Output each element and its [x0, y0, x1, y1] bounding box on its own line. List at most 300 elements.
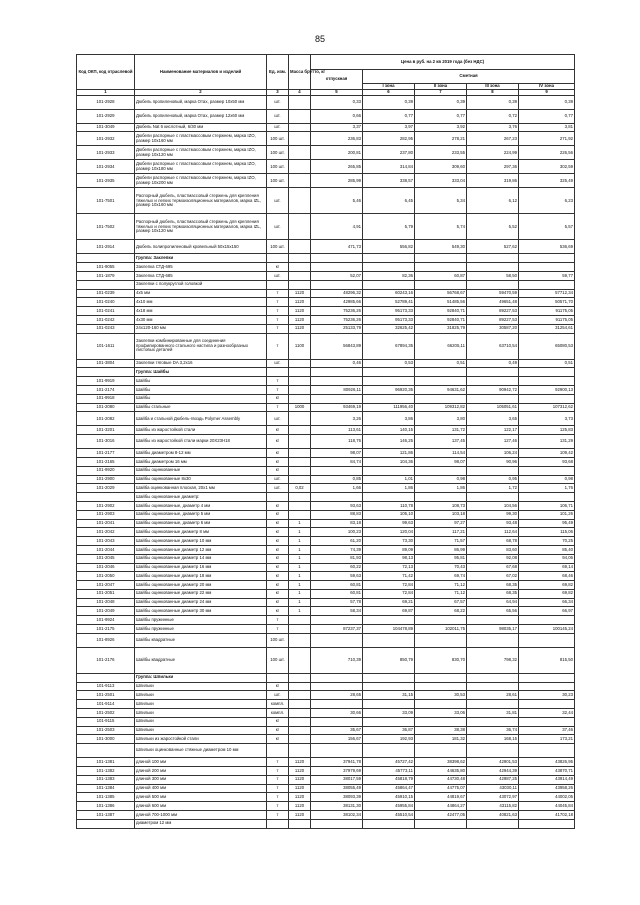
code-cell: 101-1879 — [77, 271, 135, 280]
zone-price-cell: 90,96 — [467, 457, 519, 466]
zone-price-cell — [467, 368, 519, 377]
zone-price-cell: 82,36 — [363, 271, 415, 280]
name-cell: Группа: Шайбы — [135, 368, 267, 377]
mass-cell — [289, 700, 311, 709]
unit-cell: т — [267, 324, 289, 333]
name-cell: Дюбели распорные с пластмассовым стержнем, марка IZO, размер 10х180 мм — [135, 160, 267, 174]
code-cell: 101-2043 — [77, 537, 135, 546]
name-cell: Шайбы диаметром 8-12 мм — [135, 449, 267, 458]
unit-cell: кг — [267, 435, 289, 449]
code-cell: 101-1384 — [77, 784, 135, 793]
col-number: 9 — [519, 90, 575, 96]
unit-cell: кг — [267, 457, 289, 466]
header-unit: Ед. изм. — [267, 55, 289, 90]
zone-price-cell: 44775,07 — [415, 784, 467, 793]
release-price-cell: 35,67 — [311, 726, 363, 735]
zone-price-cell — [415, 280, 467, 289]
name-cell: Шайбы диаметром 16 мм — [135, 457, 267, 466]
zone-price-cell: 122,17 — [467, 426, 519, 435]
code-cell: 101-9055 — [77, 263, 135, 272]
release-price-cell: 84,74 — [311, 457, 363, 466]
zone-price-cell: 60243,16 — [363, 289, 415, 298]
zone-price-cell: 1,01 — [363, 475, 415, 484]
header-zone-3: III зона — [467, 84, 519, 90]
zone-price-cell: 104478,89 — [363, 625, 415, 634]
zone-price-cell: 42477,05 — [415, 811, 467, 820]
zone-price-cell: 56768,67 — [415, 289, 467, 298]
release-price-cell: 1,66 — [311, 484, 363, 493]
release-price-cell: 58,34 — [311, 607, 363, 616]
unit-cell: т — [267, 333, 289, 359]
zone-price-cell: 44819,67 — [415, 793, 467, 802]
zone-price-cell: 92,08 — [467, 554, 519, 563]
zone-price-cell: 98035,17 — [467, 625, 519, 634]
mass-cell — [289, 819, 311, 828]
code-cell: 101-2082 — [77, 412, 135, 426]
zone-price-cell: 51485,56 — [415, 298, 467, 307]
release-price-cell: 52,07 — [311, 271, 363, 280]
zone-price-cell — [519, 633, 575, 647]
code-cell: 101-3049 — [77, 123, 135, 132]
table-row — [77, 572, 575, 581]
table-row — [77, 519, 575, 528]
zone-price-cell: 96920,35 — [363, 385, 415, 394]
zone-price-cell — [519, 819, 575, 828]
header-zone-4: IV зона — [519, 84, 575, 90]
mass-cell: 1 — [289, 607, 311, 616]
release-price-cell: 42985,66 — [311, 298, 363, 307]
mass-cell — [289, 682, 311, 691]
zone-price-cell: 36,74 — [467, 726, 519, 735]
table-row — [77, 449, 575, 458]
zone-price-cell: 43030,11 — [467, 784, 519, 793]
table-row — [77, 315, 575, 324]
zone-price-cell — [519, 700, 575, 709]
zone-price-cell: 43115,82 — [467, 802, 519, 811]
release-price-cell: 60,81 — [311, 581, 363, 590]
name-cell: Шайбы стальные — [135, 403, 267, 412]
name-cell: Шайбы квадратные — [135, 633, 267, 647]
zone-price-cell: 44045,84 — [519, 802, 575, 811]
mass-cell: 1 — [289, 545, 311, 554]
zone-price-cell: 117,21 — [415, 528, 467, 537]
zone-price-cell: 95,49 — [519, 519, 575, 528]
name-cell: Дюбели распорные с пластмассовым стержнем, марка IZO, размер 10х200 мм — [135, 174, 267, 188]
zone-price-cell: 45955,84 — [363, 802, 415, 811]
zone-price-cell: 91175,05 — [519, 315, 575, 324]
zone-price-cell: 237,80 — [363, 146, 415, 160]
name-cell: Шайбы оцинкованные диаметр 14 мм — [135, 554, 267, 563]
zone-price-cell: 0,53 — [363, 359, 415, 368]
unit-cell: т — [267, 775, 289, 784]
zone-price-cell: 0,77 — [519, 109, 575, 123]
unit-cell: 100 шт. — [267, 633, 289, 647]
zone-price-cell: 69,74 — [415, 572, 467, 581]
zone-price-cell: 28,61 — [467, 691, 519, 700]
mass-cell — [289, 449, 311, 458]
zone-price-cell: 93,68 — [519, 457, 575, 466]
zone-price-cell — [467, 493, 519, 502]
zone-price-cell: 5,57 — [519, 214, 575, 240]
release-price-cell: 37979,69 — [311, 767, 363, 776]
release-price-cell — [311, 394, 363, 403]
unit-cell: кг — [267, 510, 289, 519]
unit-cell: кг — [267, 563, 289, 572]
zone-price-cell: 0,39 — [467, 95, 519, 109]
name-cell: длиной 400 мм — [135, 784, 267, 793]
zone-price-cell — [467, 744, 519, 758]
zone-price-cell: 93,48 — [467, 519, 519, 528]
col-number: 6 — [363, 90, 415, 96]
unit-cell: кг — [267, 528, 289, 537]
name-cell: Шайбы оцинкованные — [135, 466, 267, 475]
code-cell — [77, 280, 135, 289]
zone-price-cell: 0,39 — [363, 95, 415, 109]
mass-cell — [289, 240, 311, 254]
table-row — [77, 537, 575, 546]
release-price-cell: 59,63 — [311, 572, 363, 581]
zone-price-cell — [415, 700, 467, 709]
table-row — [77, 775, 575, 784]
name-cell: Шайбы из жаростойкой стали марки 20Х23Н18 — [135, 435, 267, 449]
zone-price-cell: 309,60 — [415, 160, 467, 174]
zone-price-cell: 67894,35 — [363, 333, 415, 359]
unit-cell: шт. — [267, 484, 289, 493]
release-price-cell: 57,78 — [311, 598, 363, 607]
code-cell — [77, 673, 135, 682]
unit-cell: т — [267, 802, 289, 811]
name-cell: Шайбы из жаростойкой стали — [135, 426, 267, 435]
unit-cell: кг — [267, 598, 289, 607]
zone-price-cell — [467, 466, 519, 475]
mass-cell — [289, 174, 311, 188]
unit-cell: т — [267, 385, 289, 394]
zone-price-cell — [519, 377, 575, 386]
zone-price-cell: 71,57 — [415, 537, 467, 546]
zone-price-cell: 44635,80 — [415, 767, 467, 776]
table-row — [77, 263, 575, 272]
zone-price-cell: 94,06 — [519, 554, 575, 563]
zone-price-cell — [519, 616, 575, 625]
code-cell: 101-9920 — [77, 466, 135, 475]
mass-cell — [289, 359, 311, 368]
release-price-cell: 56843,89 — [311, 333, 363, 359]
zone-price-cell: 3,65 — [467, 412, 519, 426]
zone-price-cell: 127,46 — [467, 435, 519, 449]
name-cell: Распорный дюбель, пластмассовый стержень для крепления тяжелых и легких термоизоляционных материалов, марка IZL, размер 10х160 мм — [135, 188, 267, 214]
zone-price-cell: 109,42 — [519, 449, 575, 458]
unit-cell: 100 шт. — [267, 160, 289, 174]
unit-cell: т — [267, 307, 289, 316]
zone-price-cell: 115,06 — [519, 528, 575, 537]
zone-price-cell — [363, 717, 415, 726]
code-cell: 101-2046 — [77, 563, 135, 572]
zone-price-cell: 72,84 — [363, 589, 415, 598]
header-zone-2: II зона — [415, 84, 467, 90]
table-row — [77, 435, 575, 449]
zone-price-cell: 99,63 — [363, 519, 415, 528]
unit-cell: т — [267, 289, 289, 298]
table-row — [77, 160, 575, 174]
table-row — [77, 744, 575, 758]
unit-cell: 100 шт. — [267, 647, 289, 673]
zone-price-cell: 3,76 — [467, 123, 519, 132]
release-price-cell: 0,46 — [311, 359, 363, 368]
zone-price-cell: 31825,79 — [415, 324, 467, 333]
code-cell: 101-2048 — [77, 598, 135, 607]
table-row — [77, 271, 575, 280]
release-price-cell: 113,61 — [311, 426, 363, 435]
zone-price-cell: 3,97 — [363, 123, 415, 132]
mass-cell — [289, 377, 311, 386]
name-cell: Шайбы оцинкованные, диаметр 4 мм — [135, 501, 267, 510]
zone-price-cell: 109312,82 — [415, 403, 467, 412]
zone-price-cell: 1,86 — [363, 484, 415, 493]
zone-price-cell: 5,74 — [415, 214, 467, 240]
mass-cell — [289, 625, 311, 634]
unit-cell — [267, 280, 289, 289]
name-cell: Заклепки комбинированные для соединения профилированного стального настила и разнообразных листовых деталей — [135, 333, 267, 359]
name-cell: Дюбели распорные с пластмассовым стержнем, марка IZO, размер 10х120 мм — [135, 146, 267, 160]
code-cell: 101-2080 — [77, 403, 135, 412]
zone-price-cell — [363, 394, 415, 403]
release-price-cell: 80926,11 — [311, 385, 363, 394]
unit-cell: шт. — [267, 475, 289, 484]
zone-price-cell: 5,52 — [467, 214, 519, 240]
name-cell: Заклепки с полукруглой головкой — [135, 280, 267, 289]
code-cell: 101-2932 — [77, 132, 135, 146]
zone-price-cell: 65080,53 — [519, 333, 575, 359]
zone-price-cell — [363, 377, 415, 386]
mass-cell — [289, 435, 311, 449]
unit-cell: кг — [267, 682, 289, 691]
mass-cell: 1120 — [289, 767, 311, 776]
unit-cell: кг — [267, 581, 289, 590]
zone-price-cell: 30,23 — [519, 691, 575, 700]
zone-price-cell: 319,86 — [467, 174, 519, 188]
zone-price-cell: 3,81 — [519, 123, 575, 132]
unit-cell: кг — [267, 519, 289, 528]
zone-price-cell: 105,10 — [363, 510, 415, 519]
name-cell: Шайбы пружинные — [135, 616, 267, 625]
zone-price-cell: 94631,62 — [415, 385, 467, 394]
zone-price-cell: 45773,11 — [363, 767, 415, 776]
zone-price-cell: 42944,39 — [467, 767, 519, 776]
unit-cell: кг — [267, 607, 289, 616]
name-cell: 4х10 мм — [135, 298, 267, 307]
code-cell: 101-9113 — [77, 682, 135, 691]
name-cell: Шайбы оцинкованные диаметр 10 мм — [135, 537, 267, 546]
release-price-cell: 60,81 — [311, 589, 363, 598]
zone-price-cell: 45510,54 — [363, 811, 415, 820]
unit-cell — [267, 368, 289, 377]
zone-price-cell — [415, 377, 467, 386]
code-cell: 101-2502 — [77, 709, 135, 718]
mass-cell: 1 — [289, 537, 311, 546]
zone-price-cell: 68,78 — [467, 537, 519, 546]
table-row — [77, 735, 575, 744]
zone-price-cell: 98,07 — [415, 457, 467, 466]
header-zone-1: I зона — [363, 84, 415, 90]
mass-cell — [289, 280, 311, 289]
release-price-cell: 265,85 — [311, 160, 363, 174]
name-cell: Шпильки — [135, 717, 267, 726]
unit-cell: кг — [267, 466, 289, 475]
name-cell: Шайбы оцинкованные диаметр: — [135, 493, 267, 502]
name-cell: длиной 500 мм — [135, 793, 267, 802]
zone-price-cell: 0,72 — [467, 109, 519, 123]
mass-cell: 1120 — [289, 324, 311, 333]
zone-price-cell: 33,06 — [415, 709, 467, 718]
table-row — [77, 109, 575, 123]
unit-cell: т — [267, 315, 289, 324]
name-cell: Шпильки — [135, 726, 267, 735]
zone-price-cell: 5,79 — [363, 214, 415, 240]
release-price-cell — [311, 466, 363, 475]
zone-price-cell: 181,32 — [415, 735, 467, 744]
mass-cell: 1 — [289, 528, 311, 537]
code-cell: 101-2914 — [77, 240, 135, 254]
unit-cell: кг — [267, 545, 289, 554]
release-price-cell: 38131,30 — [311, 802, 363, 811]
mass-cell — [289, 717, 311, 726]
mass-cell — [289, 457, 311, 466]
zone-price-cell: 6,12 — [467, 188, 519, 214]
release-price-cell — [311, 493, 363, 502]
mass-cell — [289, 123, 311, 132]
unit-cell: кг — [267, 501, 289, 510]
mass-cell — [289, 735, 311, 744]
header-estimate: Сметная — [363, 70, 575, 84]
zone-price-cell: 44864,27 — [415, 802, 467, 811]
zone-price-cell: 89227,53 — [467, 307, 519, 316]
table-row — [77, 493, 575, 502]
zone-price-cell — [415, 819, 467, 828]
release-price-cell: 87237,37 — [311, 625, 363, 634]
code-cell: 101-2047 — [77, 581, 135, 590]
zone-price-cell: 527,62 — [467, 240, 519, 254]
zone-price-cell: 86,99 — [415, 545, 467, 554]
table-row — [77, 545, 575, 554]
zone-price-cell: 5,34 — [415, 188, 467, 214]
zone-price-cell — [415, 717, 467, 726]
zone-price-cell: 40821,63 — [467, 811, 519, 820]
code-cell: 101-9918 — [77, 394, 135, 403]
name-cell: Шпильки — [135, 700, 267, 709]
table-row — [77, 466, 575, 475]
col-number: 4 — [289, 90, 311, 96]
zone-price-cell: 106,24 — [467, 449, 519, 458]
name-cell: Заклепка СТД-685 — [135, 271, 267, 280]
zone-price-cell: 101,26 — [519, 510, 575, 519]
table-row — [77, 501, 575, 510]
zone-price-cell: 0,77 — [415, 109, 467, 123]
unit-cell: кг — [267, 426, 289, 435]
zone-price-cell: 224,99 — [467, 146, 519, 160]
release-price-cell: 100,23 — [311, 528, 363, 537]
zone-price-cell: 41702,18 — [519, 811, 575, 820]
name-cell: Шайбы оцинкованные, диаметр 5 мм — [135, 510, 267, 519]
name-cell: Шайбы пружинные — [135, 625, 267, 634]
zone-price-cell: 90942,72 — [467, 385, 519, 394]
header-code: Код ОКП, код отраслевой — [77, 55, 135, 90]
mass-cell — [289, 254, 311, 263]
table-row — [77, 767, 575, 776]
release-price-cell: 88,83 — [311, 510, 363, 519]
zone-price-cell: 68,22 — [415, 607, 467, 616]
name-cell: Дюбель пропиленовый, марка Oтах, размер 10х50 мм — [135, 95, 267, 109]
table-row — [77, 563, 575, 572]
zone-price-cell: 45727,42 — [363, 758, 415, 767]
zone-price-cell — [519, 717, 575, 726]
unit-cell: компл. — [267, 709, 289, 718]
zone-price-cell: 92840,71 — [415, 315, 467, 324]
table-row — [77, 709, 575, 718]
mass-cell — [289, 691, 311, 700]
mass-cell: 1120 — [289, 775, 311, 784]
name-cell: Шайбы — [135, 394, 267, 403]
col-number: 1 — [77, 90, 135, 96]
zone-price-cell: 52789,41 — [363, 298, 415, 307]
zone-price-cell: 71,42 — [363, 572, 415, 581]
table-row — [77, 403, 575, 412]
header-mass: Масса брутто, кг — [289, 55, 311, 90]
zone-price-cell: 271,92 — [519, 132, 575, 146]
table-row — [77, 554, 575, 563]
zone-price-cell: 67,02 — [467, 572, 519, 581]
zone-price-cell: 278,21 — [415, 132, 467, 146]
name-cell: Заклепки тяговые DA 3,2х16 — [135, 359, 267, 368]
mass-cell: 1100 — [289, 333, 311, 359]
zone-price-cell — [519, 493, 575, 502]
zone-price-cell — [363, 744, 415, 758]
zone-price-cell: 63710,54 — [467, 333, 519, 359]
zone-price-cell: 66205,11 — [415, 333, 467, 359]
zone-price-cell: 267,23 — [467, 132, 519, 146]
name-cell: 24х120-160 мм — [135, 324, 267, 333]
zone-price-cell: 99,30 — [467, 510, 519, 519]
release-price-cell: 38102,34 — [311, 811, 363, 820]
zone-price-cell — [519, 263, 575, 272]
zone-price-cell: 0,77 — [363, 109, 415, 123]
zone-price-cell: 3,86 — [363, 412, 415, 426]
table-row — [77, 589, 575, 598]
mass-cell: 0,02 — [289, 484, 311, 493]
zone-price-cell: 125,83 — [519, 426, 575, 435]
mass-cell: 1120 — [289, 298, 311, 307]
unit-cell: шт. — [267, 188, 289, 214]
zone-price-cell: 83,60 — [467, 545, 519, 554]
table-row — [77, 298, 575, 307]
zone-price-cell: 66,34 — [519, 598, 575, 607]
unit-cell: кг — [267, 572, 289, 581]
header-release: отпускная — [311, 70, 363, 90]
unit-cell: т — [267, 625, 289, 634]
zone-price-cell: 102011,75 — [415, 625, 467, 634]
zone-price-cell: 43072,97 — [467, 793, 519, 802]
zone-price-cell: 30587,20 — [467, 324, 519, 333]
zone-price-cell: 131,72 — [415, 426, 467, 435]
zone-price-cell: 114,54 — [415, 449, 467, 458]
name-cell: Дюбель Nat 6 кислотный, 6/30 мм — [135, 123, 267, 132]
zone-price-cell: 44002,05 — [519, 793, 575, 802]
zone-price-cell — [519, 744, 575, 758]
zone-price-cell: 314,84 — [363, 160, 415, 174]
unit-cell: т — [267, 298, 289, 307]
mass-cell — [289, 426, 311, 435]
zone-price-cell — [519, 254, 575, 263]
code-cell: 101-1381 — [77, 758, 135, 767]
